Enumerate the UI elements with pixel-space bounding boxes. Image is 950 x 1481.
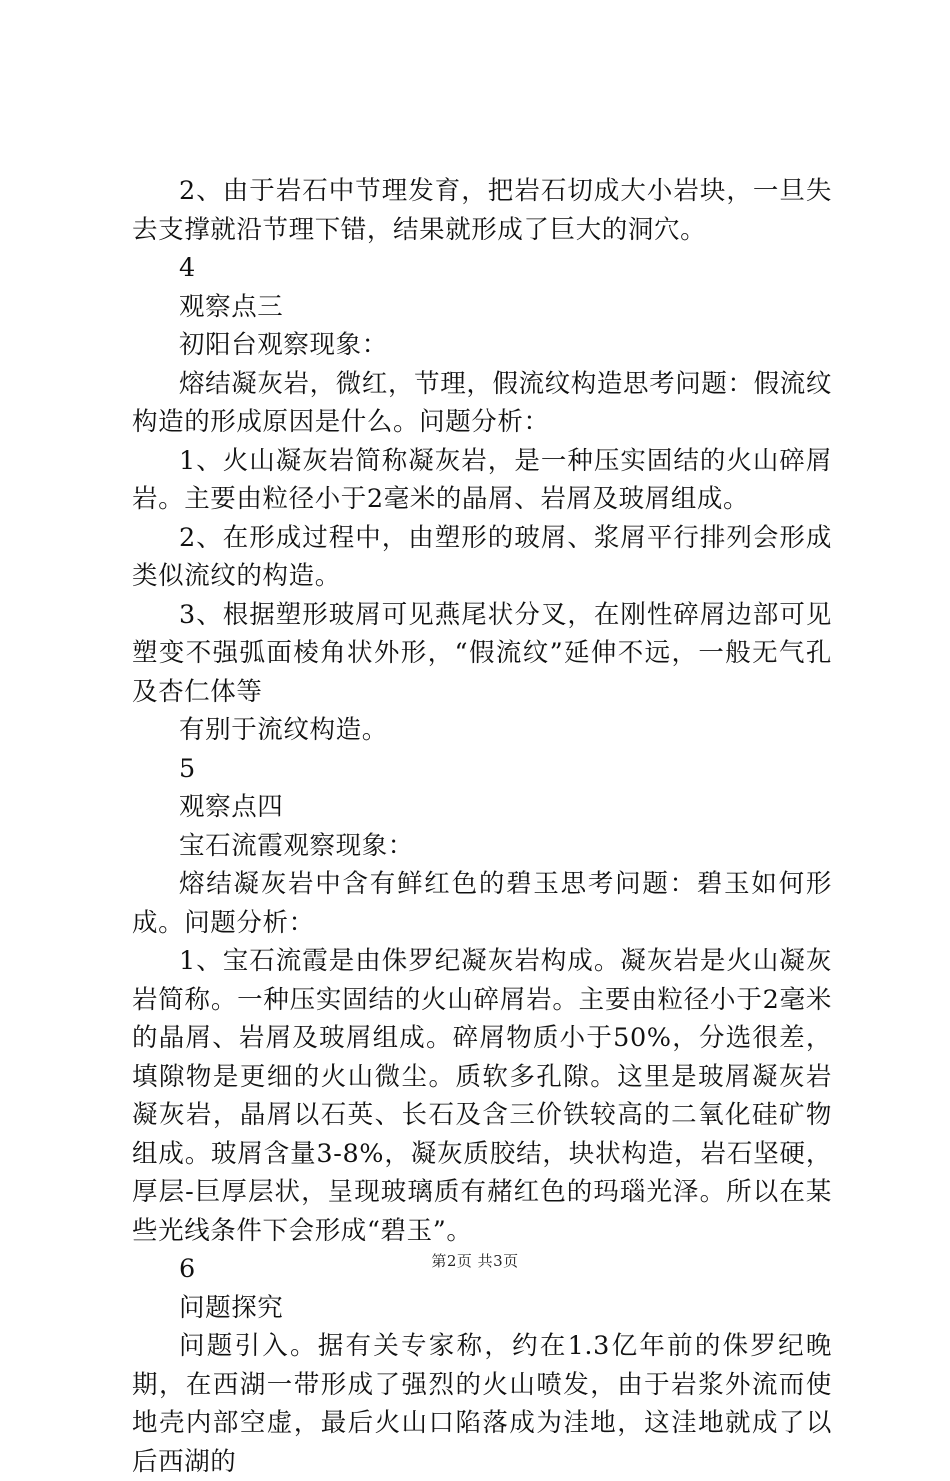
paragraph-tuff-definition: 1、火山凝灰岩简称凝灰岩，是一种压实固结的火山碎屑岩。主要由粒径小于2毫米的晶屑、岩屑及玻屑组成。 bbox=[132, 445, 832, 514]
paragraph-pseudo-flow-question: 熔结凝灰岩，微红，节理，假流纹构造思考问题：假流纹构造的形成原因是什么。问题分析： bbox=[132, 368, 832, 437]
section-number-6: 6 bbox=[179, 1254, 196, 1284]
paragraph-formation-process: 2、在形成过程中，由塑形的玻屑、浆屑平行排列会形成类似流纹的构造。 bbox=[132, 522, 832, 591]
heading-observation-4: 观察点四 bbox=[179, 792, 284, 822]
page-footer: 第2页 共3页 bbox=[431, 1252, 519, 1270]
heading-problem-inquiry: 问题探究 bbox=[179, 1292, 284, 1323]
paragraph-jasper-question: 熔结凝灰岩中含有鲜红色的碧玉思考问题：碧玉如何形成。问题分析： bbox=[132, 869, 832, 938]
document-body bbox=[132, 172, 832, 1481]
section-number-4: 4 bbox=[179, 253, 196, 283]
section-number-5: 5 bbox=[179, 753, 196, 784]
paragraph-problem-intro: 问题引入。据有关专家称，约在1.3亿年前的侏罗纪晚期，在西湖一带形成了强烈的火山喷发，由于岩浆外流而使地壳内部空虚，最后火山口陷落成为洼地，这洼地就成了以后西湖的 bbox=[132, 1331, 832, 1477]
paragraph-joint-cave: 2、由于岩石中节理发育，把岩石切成大小岩块，一旦失去支撑就沿节理下错，结果就形成了巨大的洞穴。 bbox=[132, 176, 832, 245]
paragraph-baoshi-analysis: 1、宝石流霞是由侏罗纪凝灰岩构成。凝灰岩是火山凝灰岩简称。一种压实固结的火山碎屑岩。主要由粒径小于2毫米的晶屑、岩屑及玻屑组成。碎屑物质小于50%，分选很差，填隙物是更细的火山微尘。质软多孔隙。这里是玻屑凝灰岩凝灰岩，晶屑以石英、长石及含三价铁较高的二氧化硅矿物组成。玻屑含量3-8%，凝灰质胶结，块状构造，岩石坚硬，厚层-巨厚层状，呈现玻璃质有赭红色的玛瑙光泽。所以在某些光线条件下会形成“碧玉”。 bbox=[132, 946, 832, 1246]
subheading-baoshi-liuxia: 宝石流霞观察现象： bbox=[179, 830, 414, 861]
paragraph-swallowtail: 3、根据塑形玻屑可见燕尾状分叉，在刚性碎屑边部可见塑变不强弧面棱角状外形，“假流纹”延伸不远，一般无气孔及杏仁体等 bbox=[132, 599, 832, 707]
paragraph-differs-from-flow: 有别于流纹构造。 bbox=[179, 715, 388, 745]
subheading-chuyangtai: 初阳台观察现象： bbox=[179, 330, 388, 360]
heading-observation-3: 观察点三 bbox=[179, 291, 284, 322]
